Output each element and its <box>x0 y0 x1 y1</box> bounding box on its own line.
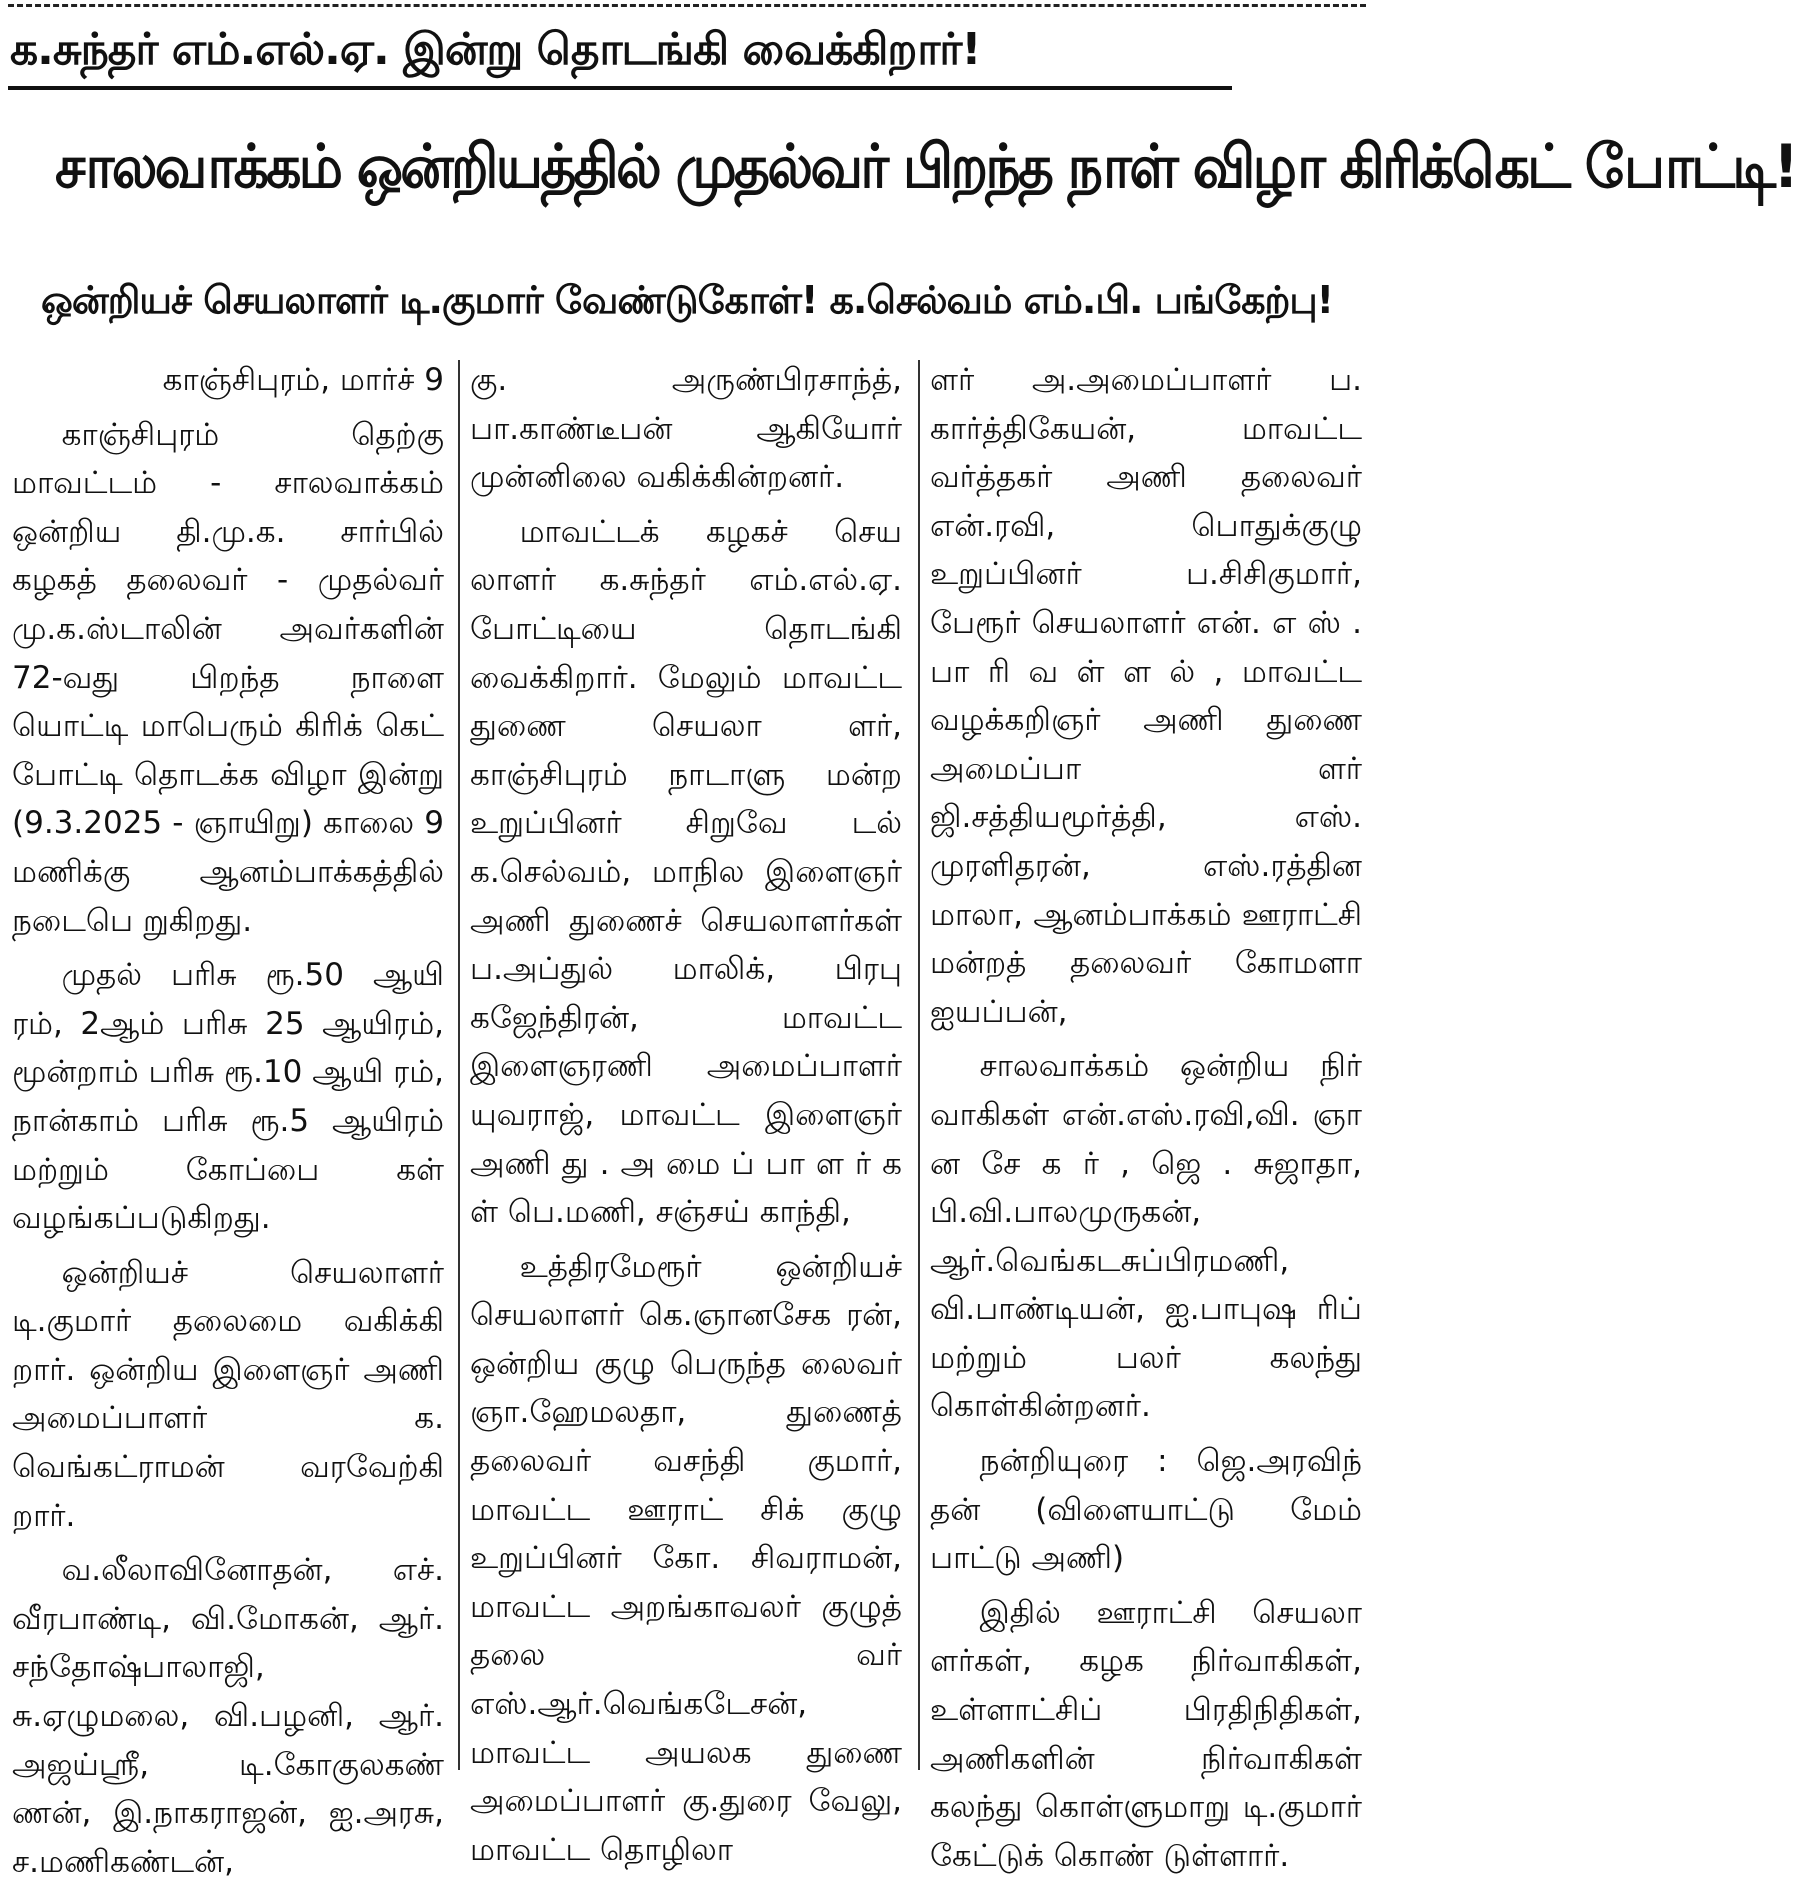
paragraph: சாலவாக்கம் ஒன்றிய நிர் வாகிகள் என்.எஸ்.ரவி,வி. ஞா ன சே க ர் , ஜெ . சுஜாதா, பி.வி.பாலமுருகன், ஆர்.வெங்கடசுப்பிரமணி, வி.பாண்டியன், ஐ.பாபுஷ ரிப் மற்றும் பலர் கலந்து கொள்கின்றனர். <box>930 1048 1362 1425</box>
paragraph: கு. அருண்பிரசாந்த், பா.காண்டீபன் ஆகியோர் முன்னிலை வகிக்கின்றனர். <box>470 362 902 496</box>
article-body <box>0 356 1374 1880</box>
top-dashed-rule <box>8 4 1366 7</box>
paragraph: ஒன்றியச் செயலாளர் டி.குமார் தலைமை வகிக்கி றார். ஒன்றிய இளைஞர் அணி அமைப்பாளர் க. வெங்கட்ராமன் வரவேற்கி றார். <box>12 1254 444 1534</box>
article-column-3 <box>930 356 1362 1874</box>
kicker-headline: க.சுந்தர் எம்.எல்.ஏ. இன்று தொடங்கி வைக்கிறார்! <box>10 24 981 75</box>
paragraph: நன்றியுரை : ஜெ.அரவிந் தன் (விளையாட்டு மேம் பாட்டு அணி) <box>930 1443 1362 1577</box>
paragraph: இதில் ஊராட்சி செயலா ளர்கள், கழக நிர்வாகிகள், உள்ளாட்சிப் பிரதிநிதிகள், அணிகளின் நிர்வாகிகள் கலந்து கொள்ளுமாறு டி.குமார் கேட்டுக் கொண் டுள்ளார். <box>930 1594 1362 1874</box>
dateline: காஞ்சிபுரம், மார்ச் 9 <box>162 362 444 398</box>
kicker-underline <box>8 86 1232 90</box>
main-headline: சாலவாக்கம் ஒன்றியத்தில் முதல்வர் பிறந்த நாள் விழா கிரிக்கெட் போட்டி! <box>54 132 1796 202</box>
paragraph: வ.லீலாவினோதன், எச். வீரபாண்டி, வி.மோகன், ஆர். சந்தோஷ்பாலாஜி, சு.ஏழுமலை, வி.பழனி, ஆர். அஜய்ஸ்ரீ, டி.கோகுலகண் ணன், இ.நாகராஜன், ஐ.அரசு, ச.மணிகண்டன், <box>12 1552 444 1880</box>
sub-headline: ஒன்றியச் செயலாளர் டி.குமார் வேண்டுகோள்! க.செல்வம் எம்.பி. பங்கேற்பு! <box>41 278 1333 322</box>
paragraph: ளர் அ.அமைப்பாளர் ப. கார்த்திகேயன், மாவட்ட வர்த்தகர் அணி தலைவர் என்.ரவி, பொதுக்குழு உறுப்பினர் ப.சிசிகுமார், பேரூர் செயலாளர் என். எ ஸ் . பா ரி வ ள் ள ல் , மாவட்ட வழக்கறிஞர் அணி துணை அமைப்பா ளர் ஜி.சத்தியமூர்த்தி, எஸ். முரளிதரன், எஸ்.ரத்தின மாலா, ஆனம்பாக்கம் ஊராட்சி மன்றத் தலைவர் கோமளா ஐயப்பன், <box>930 362 1362 1030</box>
column-divider <box>458 360 460 1770</box>
paragraph: காஞ்சிபுரம் தெற்கு மாவட்டம் - சாலவாக்கம் ஒன்றிய தி.மு.க. சார்பில் கழகத் தலைவர் - முதல்வர் மு.க.ஸ்டாலின் அவர்களின் 72-வது பிறந்த நாளை யொட்டி மாபெரும் கிரிக் கெட் போட்டி தொடக்க விழா இன்று (9.3.2025 - ஞாயிறு) காலை 9 மணிக்கு ஆனம்பாக்கத்தில் நடைபெ றுகிறது. <box>12 416 444 939</box>
paragraph: முதல் பரிசு ரூ.50 ஆயி ரம், 2ஆம் பரிசு 25 ஆயிரம், மூன்றாம் பரிசு ரூ.10 ஆயி ரம், நான்காம் பரிசு ரூ.5 ஆயிரம் மற்றும் கோப்பை கள் வழங்கப்படுகிறது. <box>12 957 444 1237</box>
column-divider <box>918 360 920 1770</box>
paragraph: உத்திரமேரூர் ஒன்றியச் செயலாளர் கெ.ஞானசேக ரன், ஒன்றிய குழு பெருந்த லைவர் ஞா.ஹேமலதா, துணைத் தலைவர் வசந்தி குமார், மாவட்ட ஊராட் சிக் குழு உறுப்பினர் கோ. சிவராமன், மாவட்ட அறங்காவலர் குழுத் தலை வர் எஸ்.ஆர்.வெங்கடேசன், மாவட்ட அயலக துணை அமைப்பாளர் கு.துரை வேலு, மாவட்ட தொழிலா <box>470 1248 902 1868</box>
article-column-2 <box>470 356 902 1868</box>
article-column-1 <box>12 356 444 1880</box>
paragraph: மாவட்டக் கழகச் செய லாளர் க.சுந்தர் எம்.எல்.ஏ. போட்டியை தொடங்கி வைக்கிறார். மேலும் மாவட்ட துணை செயலா ளர், காஞ்சிபுரம் நாடாளு மன்ற உறுப்பினர் சிறுவே டல் க.செல்வம், மாநில இளைஞர் அணி துணைச் செயலாளர்கள் ப.அப்துல் மாலிக், பிரபு கஜேந்திரன், மாவட்ட இளைஞரணி அமைப்பாளர் யுவராஜ், மாவட்ட இளைஞர் அணி து . அ மை ப் பா ள ர் க ள் பெ.மணி, சஞ்சய் காந்தி, <box>470 513 902 1231</box>
